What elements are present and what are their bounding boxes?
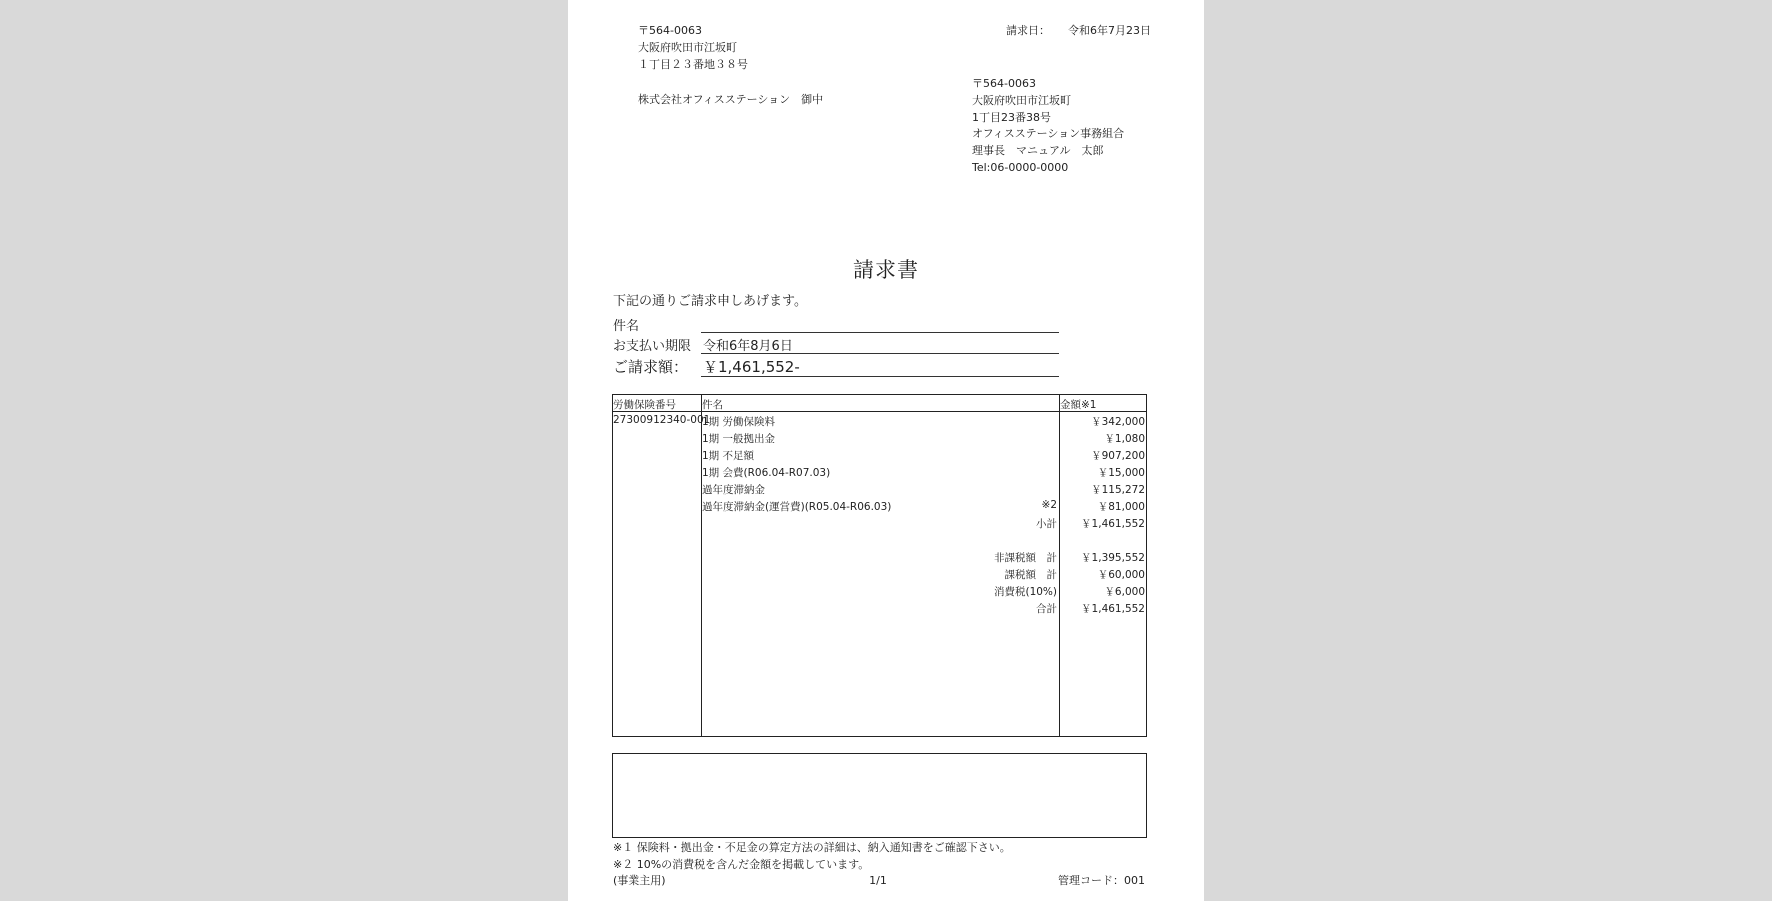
invoice-page bbox=[568, 0, 1204, 901]
due-label: お支払い期限 bbox=[613, 339, 692, 354]
total-amount: ￥1,461,552 bbox=[1081, 603, 1145, 615]
subject-underline bbox=[701, 332, 1059, 333]
insurance-number: 27300912340-001 bbox=[613, 414, 711, 426]
sender-address2: １丁目２３番地３８号 bbox=[638, 58, 748, 71]
subtotal-amount: ￥1,461,552 bbox=[1081, 518, 1145, 530]
item-amount: ￥15,000 bbox=[1097, 467, 1145, 479]
footer-copy-type: (事業主用) bbox=[613, 874, 666, 887]
footer-page-number: 1/1 bbox=[869, 874, 887, 887]
due-underline bbox=[701, 353, 1059, 354]
amount-value: ￥1,461,552- bbox=[703, 358, 800, 376]
issuer-org: オフィスステーション事務組合 bbox=[972, 127, 1125, 140]
total-amount: ￥6,000 bbox=[1104, 586, 1145, 598]
total-amount: ￥1,395,552 bbox=[1081, 552, 1145, 564]
invoice-date-label: 請求日： bbox=[1006, 24, 1050, 37]
total-label: 課税額 計 bbox=[1004, 569, 1057, 581]
item-label: 1期 会費(R06.04-R07.03) bbox=[702, 467, 831, 479]
document-title: 請求書 bbox=[853, 258, 919, 282]
invoice-date-value: 令和6年7月23日 bbox=[1068, 24, 1151, 37]
item-label: 1期 一般拠出金 bbox=[702, 433, 776, 445]
amount-underline bbox=[701, 376, 1059, 377]
item-amount: ￥81,000 bbox=[1097, 501, 1145, 513]
amount-label: ご請求額： bbox=[613, 358, 689, 376]
total-label: 合計 bbox=[1036, 603, 1057, 615]
header-subject: 件名 bbox=[702, 399, 723, 411]
header-insurance-no: 労働保険番号 bbox=[613, 399, 676, 411]
item-amount: ￥1,080 bbox=[1104, 433, 1145, 445]
issuer-person: 理事長 マニュアル 太郎 bbox=[972, 144, 1104, 157]
total-label: 非課税額 計 bbox=[994, 552, 1057, 564]
sender-address1: 大阪府吹田市江坂町 bbox=[638, 41, 737, 54]
header-amount: 金額※1 bbox=[1060, 399, 1097, 411]
footer-management-code: 管理コード：001 bbox=[1058, 874, 1145, 887]
remarks-box bbox=[612, 753, 1147, 838]
item-note: ※2 bbox=[1041, 499, 1057, 511]
note-2: ※２ 10%の消費税を含んだ金額を掲載しています。 bbox=[613, 858, 870, 871]
total-amount: ￥60,000 bbox=[1097, 569, 1145, 581]
subtotal-label: 小計 bbox=[1036, 518, 1057, 530]
sender-postal: 〒564-0063 bbox=[638, 24, 702, 37]
issuer-address1: 大阪府吹田市江坂町 bbox=[972, 94, 1071, 107]
issuer-tel: Tel:06-0000-0000 bbox=[972, 161, 1069, 174]
item-label: 過年度滞納金 bbox=[702, 484, 765, 496]
issuer-postal: 〒564-0063 bbox=[972, 77, 1036, 90]
total-label: 消費税(10%) bbox=[993, 586, 1057, 598]
due-value: 令和6年8月6日 bbox=[703, 339, 793, 354]
intro-text: 下記の通りご請求申しあげます。 bbox=[613, 294, 807, 309]
subject-label: 件名 bbox=[613, 319, 640, 334]
item-amount: ￥342,000 bbox=[1091, 416, 1145, 428]
item-amount: ￥907,200 bbox=[1091, 450, 1145, 462]
recipient-name: 株式会社オフィスステーション 御中 bbox=[638, 93, 824, 106]
issuer-address2: 1丁目23番38号 bbox=[972, 111, 1051, 124]
note-1: ※１ 保険料・拠出金・不足金の算定方法の詳細は、納入通知書をご確認下さい。 bbox=[613, 841, 1011, 854]
item-label: 1期 労働保険料 bbox=[702, 416, 776, 428]
item-label: 1期 不足額 bbox=[702, 450, 755, 462]
item-label: 過年度滞納金(運営費)(R05.04-R06.03) bbox=[702, 501, 892, 513]
item-amount: ￥115,272 bbox=[1091, 484, 1145, 496]
